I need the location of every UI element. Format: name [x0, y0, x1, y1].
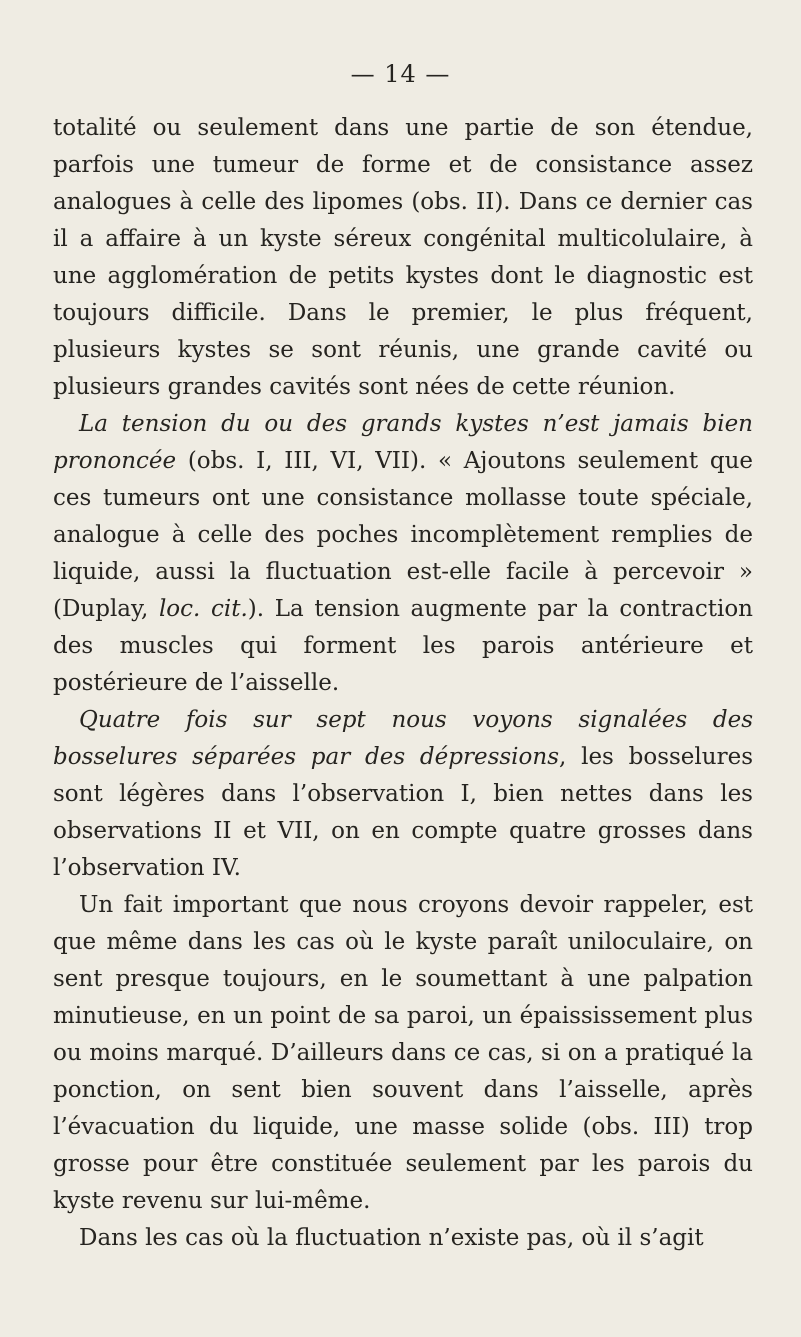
- paragraph-1-text: totalité ou seulement dans une partie de son étendue, parfois une tumeur de forme et de consistance assez analogues à celle des lipomes (obs. II). Dans ce dernier cas il a affaire à un kyste séreux congénital multicolulaire, à une agglomération de petits kystes dont le diagnostic est toujours difficile. Dans le premier, le plus fréquent, plusieurs kystes se sont réunis, une grande cavité ou plusieurs grandes cavités sont nées de cette réunion.: [53, 115, 753, 400]
- paragraph-1: [53, 110, 753, 406]
- paragraph-4-text: Un fait important que nous croyons devoir rappeler, est que même dans les cas où le kyste paraît uniloculaire, on sent presque toujours, en le soumettant à une palpation minutieuse, en un point de sa paroi, un épaississement plus ou moins marqué. D’ailleurs dans ce cas, si on a pratiqué la ponction, on sent bien souvent dans l’aisselle, après l’évacuation du liquide, une masse solide (obs. III) trop grosse pour être constituée seulement par les parois du kyste revenu sur lui-même.: [53, 892, 753, 1214]
- page-number: — 14 —: [350, 60, 451, 88]
- paragraph-3-italic-lead: Quatre fois sur sept nous voyons signalées des bosselures séparées par des dépressions: [53, 707, 753, 770]
- paragraph-2: [53, 406, 753, 702]
- paragraph-4: [53, 887, 753, 1220]
- paragraph-2-text-1: (obs. I, III, VI, VII). « Ajoutons seulement que ces tumeurs ont une consistance mollasse toute spéciale, analogue à celle des poches incomplètement remplies de liquide, aussi la fluctuation est-elle facile à percevoir » (Duplay,: [53, 448, 753, 622]
- paragraph-5-text: Dans les cas où la fluctuation n’existe pas, où il s’agit: [79, 1225, 704, 1251]
- paragraph-2-italic-citation: loc. cit.: [158, 596, 248, 622]
- paragraph-5: [53, 1220, 753, 1257]
- paragraph-3: [53, 702, 753, 887]
- paragraph-2-text-2: ). La tension augmente par la contraction des muscles qui forment les parois antérieure et postérieure de l’aisselle.: [53, 596, 753, 696]
- paragraph-3-text: , les bosselures sont légères dans l’observation I, bien nettes dans les observations II et VII, on en compte quatre grosses dans l’observation IV.: [53, 744, 753, 881]
- body-text: [53, 110, 753, 1257]
- paragraph-2-italic-lead: La tension du ou des grands kystes n’est jamais bien prononcée: [53, 411, 753, 474]
